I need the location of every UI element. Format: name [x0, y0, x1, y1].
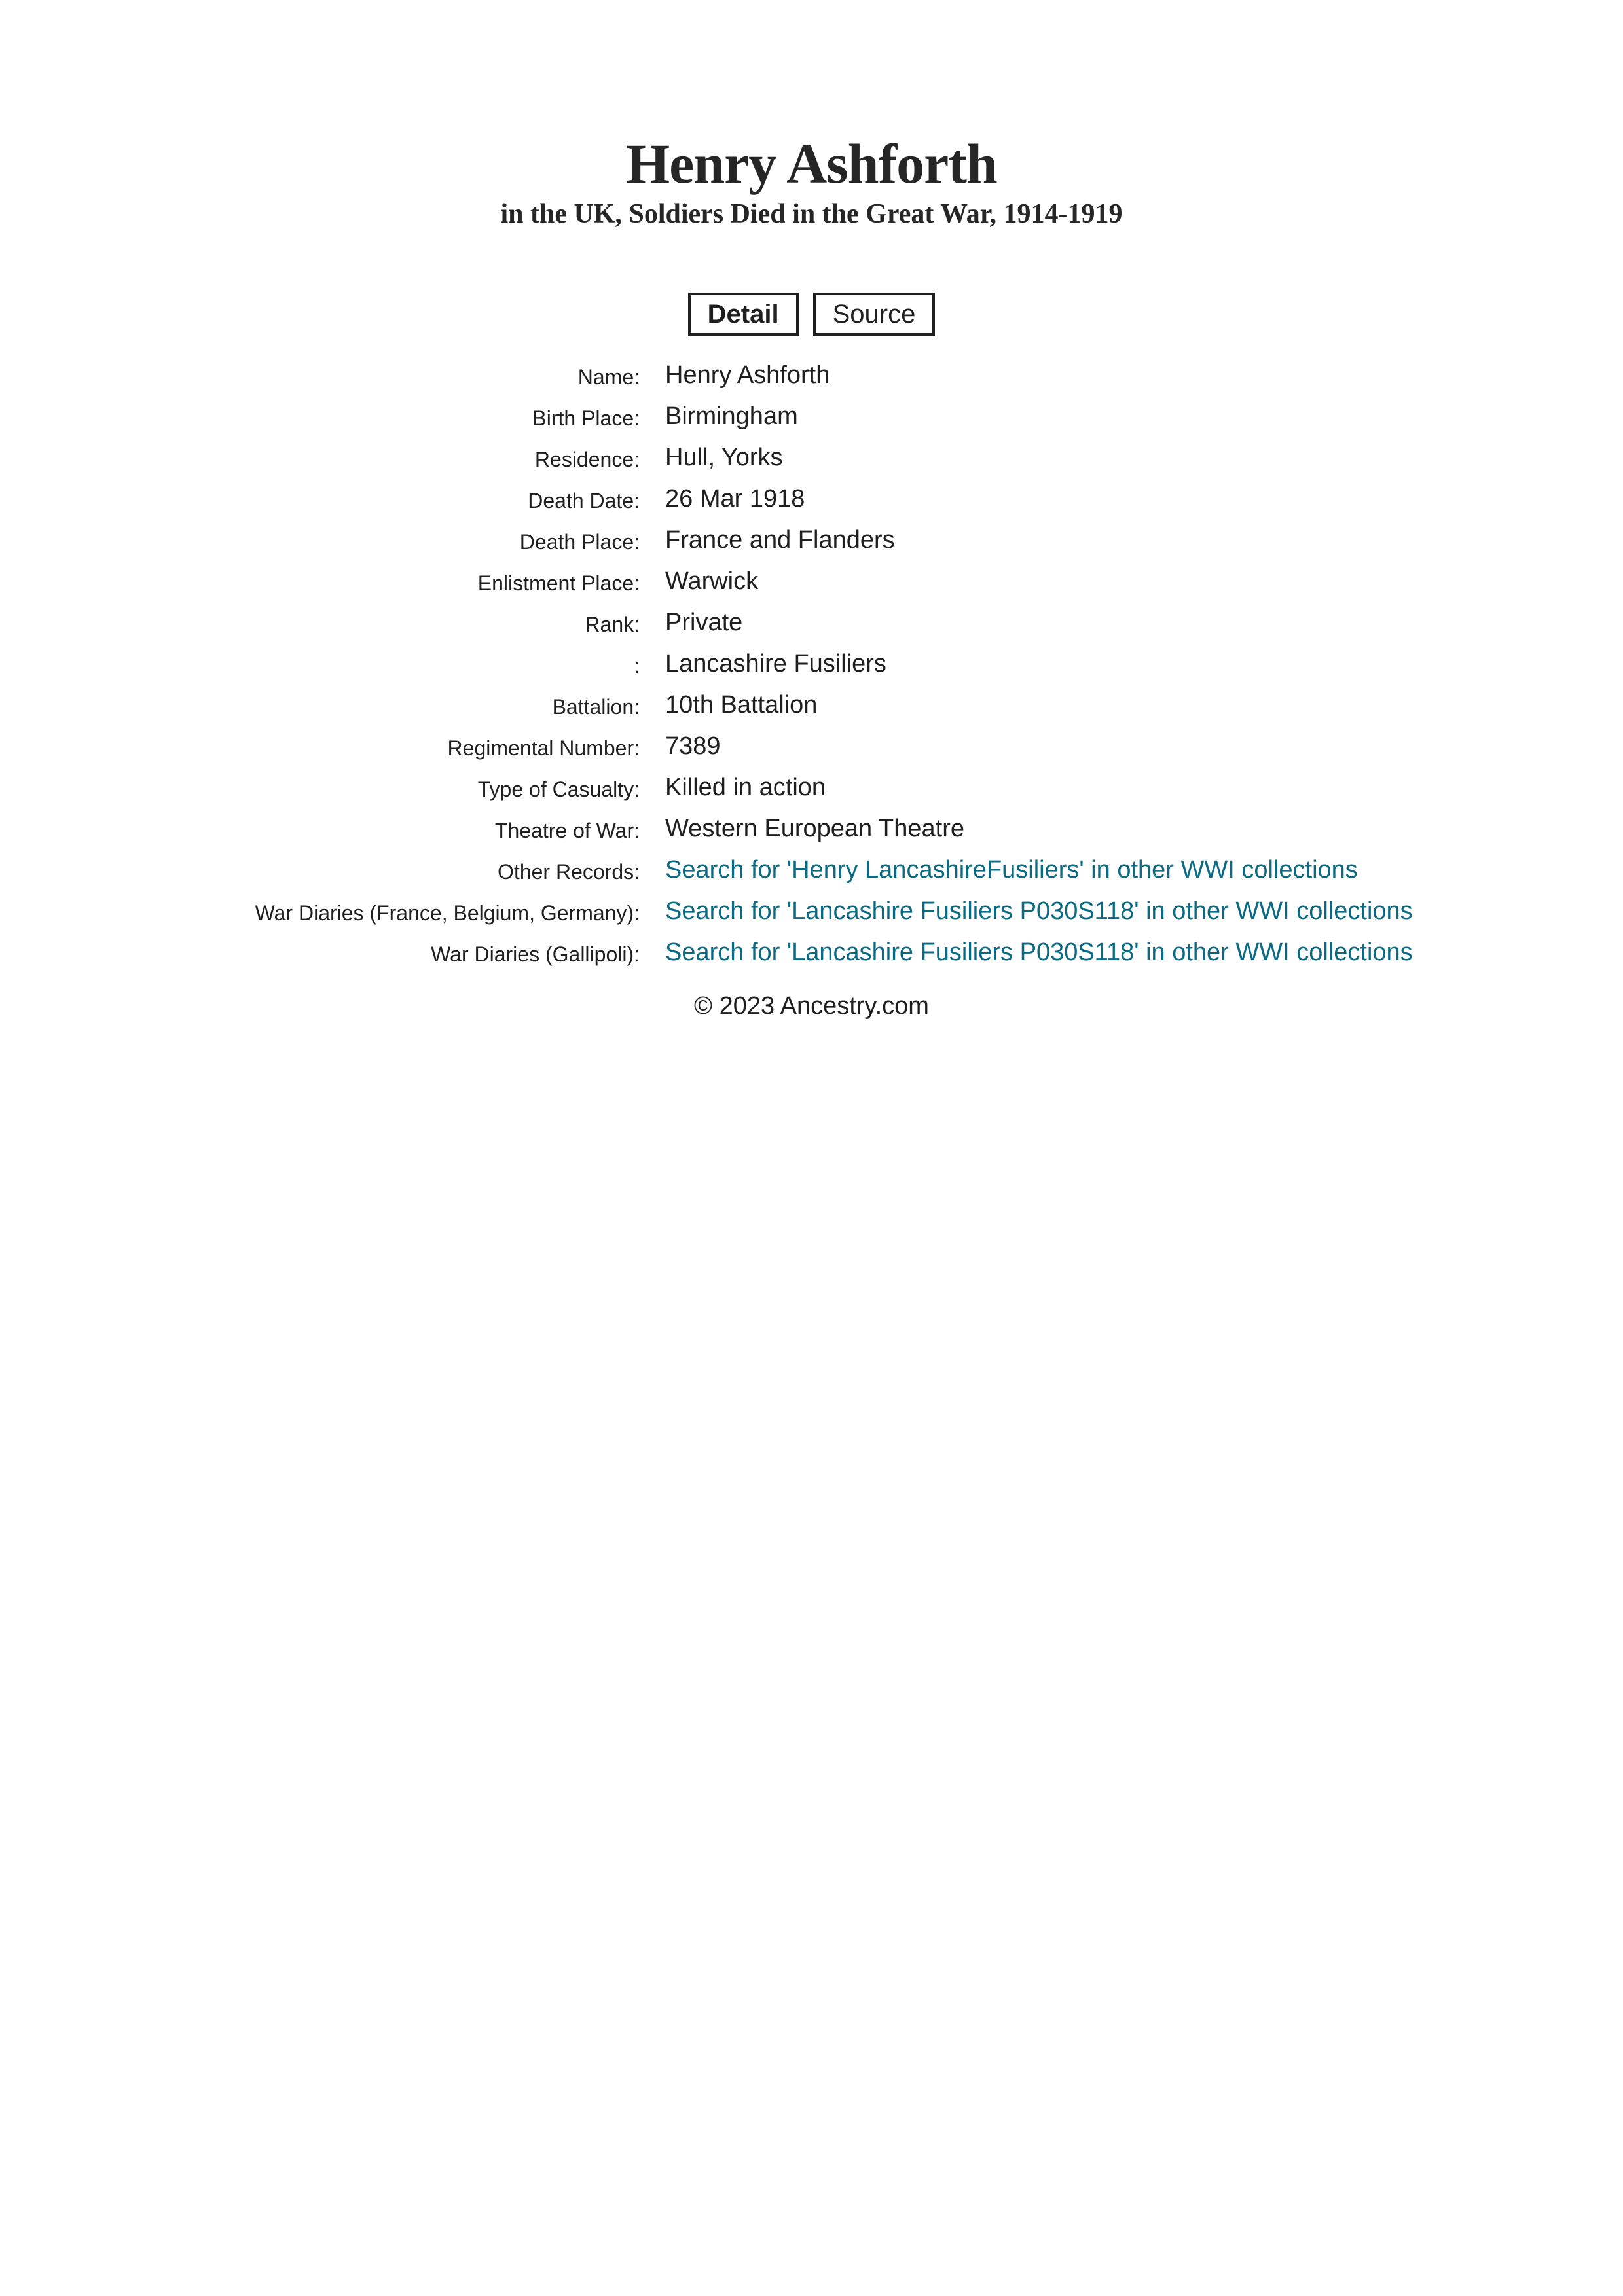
- search-war-diaries-gallipoli-link[interactable]: Search for 'Lancashire Fusiliers P030S118' in other WWI collections: [665, 939, 1413, 966]
- record-row-rank: [0, 605, 1623, 646]
- record-label: Battalion:: [552, 695, 640, 719]
- record-label: Enlistment Place:: [477, 571, 640, 595]
- record-label: War Diaries (Gallipoli):: [431, 942, 640, 966]
- record-label: Death Date:: [528, 489, 640, 512]
- record-row-type-of-casualty: [0, 770, 1623, 811]
- record-value: 10th Battalion: [665, 691, 818, 719]
- record-value: Birmingham: [665, 403, 798, 430]
- record-tabs: [0, 293, 1623, 336]
- record-value: Hull, Yorks: [665, 444, 783, 471]
- record-label: Birth Place:: [532, 406, 640, 430]
- record-row-enlistment-place: [0, 564, 1623, 605]
- page-header: [0, 131, 1623, 232]
- record-row-war-diaries-gallipoli: [0, 935, 1623, 976]
- record-details: [0, 357, 1623, 976]
- search-other-records-link[interactable]: Search for 'Henry LancashireFusiliers' in other WWI collections: [665, 856, 1358, 884]
- copyright-footer: © 2023 Ancestry.com: [694, 992, 929, 1020]
- record-label: Regimental Number:: [447, 736, 640, 760]
- record-label: Residence:: [534, 448, 640, 471]
- record-value: 26 Mar 1918: [665, 485, 805, 512]
- record-row-birth-place: [0, 399, 1623, 440]
- collection-subtitle: in the UK, Soldiers Died in the Great War, 1914-1919: [500, 199, 1123, 229]
- record-value: Killed in action: [665, 774, 826, 801]
- tab-detail[interactable]: Detail: [688, 293, 799, 336]
- record-label: :: [634, 654, 640, 677]
- record-value: Western European Theatre: [665, 815, 964, 842]
- record-value: Lancashire Fusiliers: [665, 650, 886, 677]
- record-row-battalion: [0, 687, 1623, 728]
- page-title: Henry Ashforth: [626, 132, 997, 195]
- record-row-residence: [0, 440, 1623, 481]
- record-value: France and Flanders: [665, 526, 895, 554]
- record-label: Death Place:: [519, 530, 640, 554]
- tab-source[interactable]: Source: [813, 293, 936, 336]
- record-row-name: [0, 357, 1623, 399]
- record-value: 7389: [665, 732, 721, 760]
- record-row-death-place: [0, 522, 1623, 564]
- record-label: Type of Casualty:: [477, 778, 640, 801]
- record-label: War Diaries (France, Belgium, Germany):: [255, 901, 640, 925]
- record-label: Rank:: [585, 613, 640, 636]
- record-row-theatre-of-war: [0, 811, 1623, 852]
- record-row-regimental-number: [0, 728, 1623, 770]
- record-value: Warwick: [665, 567, 759, 595]
- record-row-other-records: [0, 852, 1623, 893]
- record-label: Theatre of War:: [494, 819, 640, 842]
- search-war-diaries-france-link[interactable]: Search for 'Lancashire Fusiliers P030S118' in other WWI collections: [665, 897, 1413, 925]
- record-label: Name:: [577, 365, 640, 389]
- record-row-war-diaries-france: [0, 893, 1623, 935]
- record-value: Private: [665, 609, 743, 636]
- record-row-death-date: [0, 481, 1623, 522]
- record-value: Henry Ashforth: [665, 361, 830, 389]
- record-label: Other Records:: [498, 860, 640, 884]
- record-row-regiment: [0, 646, 1623, 687]
